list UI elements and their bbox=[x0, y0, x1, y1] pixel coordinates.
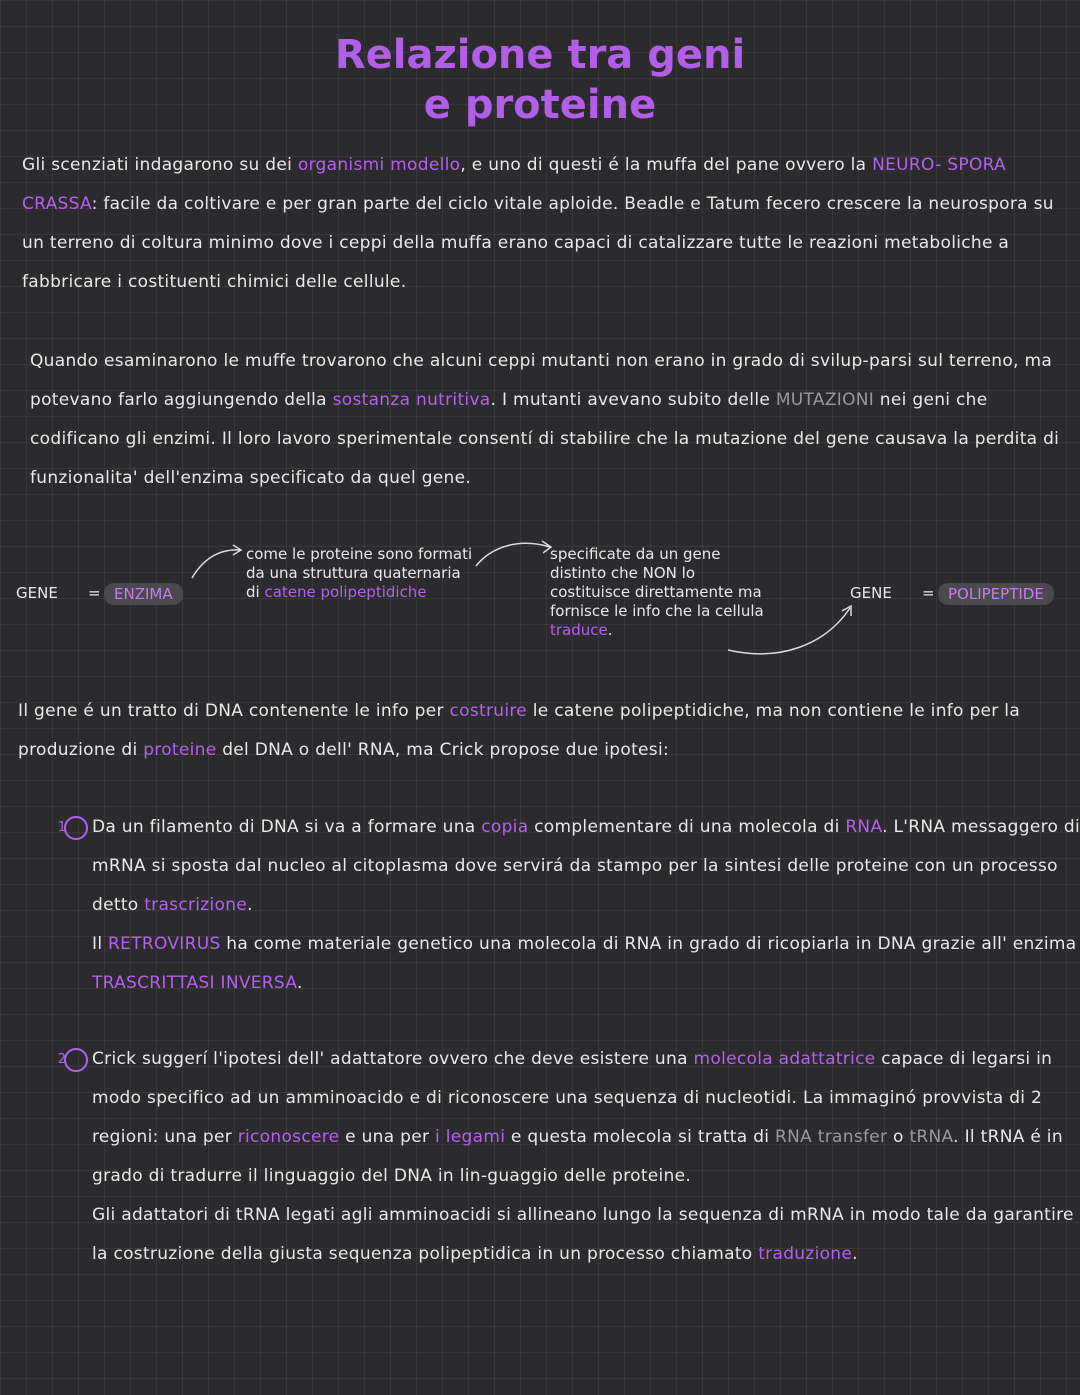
text: Quando esaminarono le muffe trovarono che alcuni ceppi mutanti non erano in grado di svilup-parsi sul terreno, ma potevano farlo aggiungendo della bbox=[30, 351, 1053, 410]
highlight-riconoscere: riconoscere bbox=[237, 1127, 340, 1147]
text: come le proteine sono formati da una struttura quaternaria di bbox=[246, 545, 473, 601]
text: o bbox=[887, 1127, 910, 1147]
text: Il gene é un tratto di DNA contenente le info per bbox=[18, 701, 450, 721]
enzima-badge: ENZIMA bbox=[104, 583, 183, 605]
title-line-2: e proteine bbox=[423, 82, 657, 128]
text: . L'RNA messaggero di mRNA si sposta dal nucleo al citoplasma dove servirá da stampo per la sintesi delle proteine con un processo detto bbox=[92, 817, 1080, 915]
gene-label-left: GENE bbox=[16, 584, 58, 602]
text: Gli scenziati indagarono su dei bbox=[22, 155, 298, 175]
highlight-trascrittasi-inversa: TRASCRITTASI INVERSA bbox=[92, 973, 297, 993]
text: nei geni che codificano gli enzimi. Il loro lavoro sperimentale consentí di stabilire che la mutazione del gene causava la perdita di funzionalita' dell'enzima specificato da quel gene. bbox=[30, 390, 1060, 488]
arrow-note-to-note bbox=[476, 543, 550, 566]
text: . bbox=[607, 621, 613, 639]
text: ha come materiale genetico una molecola di RNA in grado di ricopiarla in DNA grazie all' enzima bbox=[220, 934, 1077, 954]
text: Gli adattatori di tRNA legati agli amminoacidi si allineano lungo la sequenza di mRNA in modo tale da garantire la costruzione della giusta sequenza polipeptidica in un processo chiamato bbox=[92, 1205, 1074, 1264]
highlight-trascrizione: trascrizione bbox=[144, 895, 248, 915]
text: le catene polipeptidiche, ma non contiene le info per la produzione di bbox=[18, 701, 1021, 760]
highlight-sostanza-nutritiva: sostanza nutritiva bbox=[332, 390, 491, 410]
text: complementare di una molecola di bbox=[528, 817, 846, 837]
text: . bbox=[247, 895, 253, 915]
highlight-spora-crassa: SPORA CRASSA bbox=[22, 155, 1006, 214]
highlight-traduce: traduce bbox=[550, 621, 608, 639]
equals-left: = bbox=[88, 584, 101, 602]
number-1-icon: 1 bbox=[64, 816, 88, 840]
highlight-catene: catene polipeptidiche bbox=[264, 583, 427, 601]
trna: tRNA bbox=[909, 1127, 954, 1147]
highlight-rna: RNA bbox=[845, 817, 883, 837]
text: capace di legarsi in modo specifico ad un amminoacido e di riconoscere una sequenza di nucleotidi. La immaginó provvista di 2 regioni: una per bbox=[92, 1049, 1053, 1147]
highlight-organismi-modello: organismi modello bbox=[297, 155, 461, 175]
highlight-proteine: proteine bbox=[143, 740, 217, 760]
paragraph-gene-dna bbox=[18, 692, 1058, 770]
text: . I mutanti avevano subito delle bbox=[490, 390, 776, 410]
highlight-retrovirus: RETROVIRUS bbox=[108, 934, 221, 954]
text: . bbox=[296, 973, 303, 993]
highlight-costruire: costruire bbox=[449, 701, 528, 721]
text: del DNA o dell' RNA, ma Crick propose due ipotesi: bbox=[216, 740, 670, 760]
text: Crick suggerí l'ipotesi dell' adattatore ovvero che deve esistere una bbox=[92, 1049, 694, 1069]
text: specificate da un gene distinto che NON lo costituisce direttamente ma fornisce le info che la cellula bbox=[550, 545, 764, 620]
text: , e uno di questi é la muffa del pane ovvero la bbox=[460, 155, 873, 175]
text: . Il tRNA é in grado di tradurre il linguaggio del DNA in lin-guaggio delle proteine. bbox=[92, 1127, 1063, 1186]
highlight-traduzione: traduzione bbox=[758, 1244, 853, 1264]
hypothesis-1 bbox=[57, 808, 1080, 1003]
text: : facile da coltivare e per gran parte del ciclo vitale aploide. Beadle e Tatum fecero crescere la neurospora su un terreno di coltura minimo dove i ceppi della muffa erano capaci di catalizzare tutte le reazioni metaboliche a fabbricare i costituenti chimici delle cellule. bbox=[22, 194, 1054, 292]
rna-transfer: RNA transfer bbox=[775, 1127, 888, 1147]
text: Da un filamento di DNA si va a formare una bbox=[92, 817, 482, 837]
gene-label-right: GENE bbox=[850, 584, 892, 602]
text: e una per bbox=[339, 1127, 436, 1147]
number-2-icon: 2 bbox=[64, 1048, 88, 1072]
polipeptide-badge: POLIPEPTIDE bbox=[938, 583, 1054, 605]
text: e questa molecola si tratta di bbox=[505, 1127, 776, 1147]
arrow-note-to-gene bbox=[728, 608, 850, 654]
highlight-i-legami: i legami bbox=[435, 1127, 506, 1147]
text: . bbox=[852, 1244, 858, 1264]
title-line-1: Relazione tra geni bbox=[334, 32, 746, 78]
arrow-head-2 bbox=[542, 541, 551, 553]
highlight-neuro: NEURO- bbox=[872, 155, 942, 175]
arrow-enzima-to-note bbox=[192, 550, 240, 578]
highlight-copia: copia bbox=[481, 817, 529, 837]
highlight-molecola-adattatrice: molecola adattatrice bbox=[693, 1049, 876, 1069]
arrow-head-3 bbox=[842, 606, 851, 616]
equals-right: = bbox=[922, 584, 935, 602]
hypothesis-2 bbox=[57, 1040, 1080, 1274]
text: Il bbox=[92, 934, 109, 954]
highlight-mutazioni: MUTAZIONI bbox=[775, 390, 875, 410]
